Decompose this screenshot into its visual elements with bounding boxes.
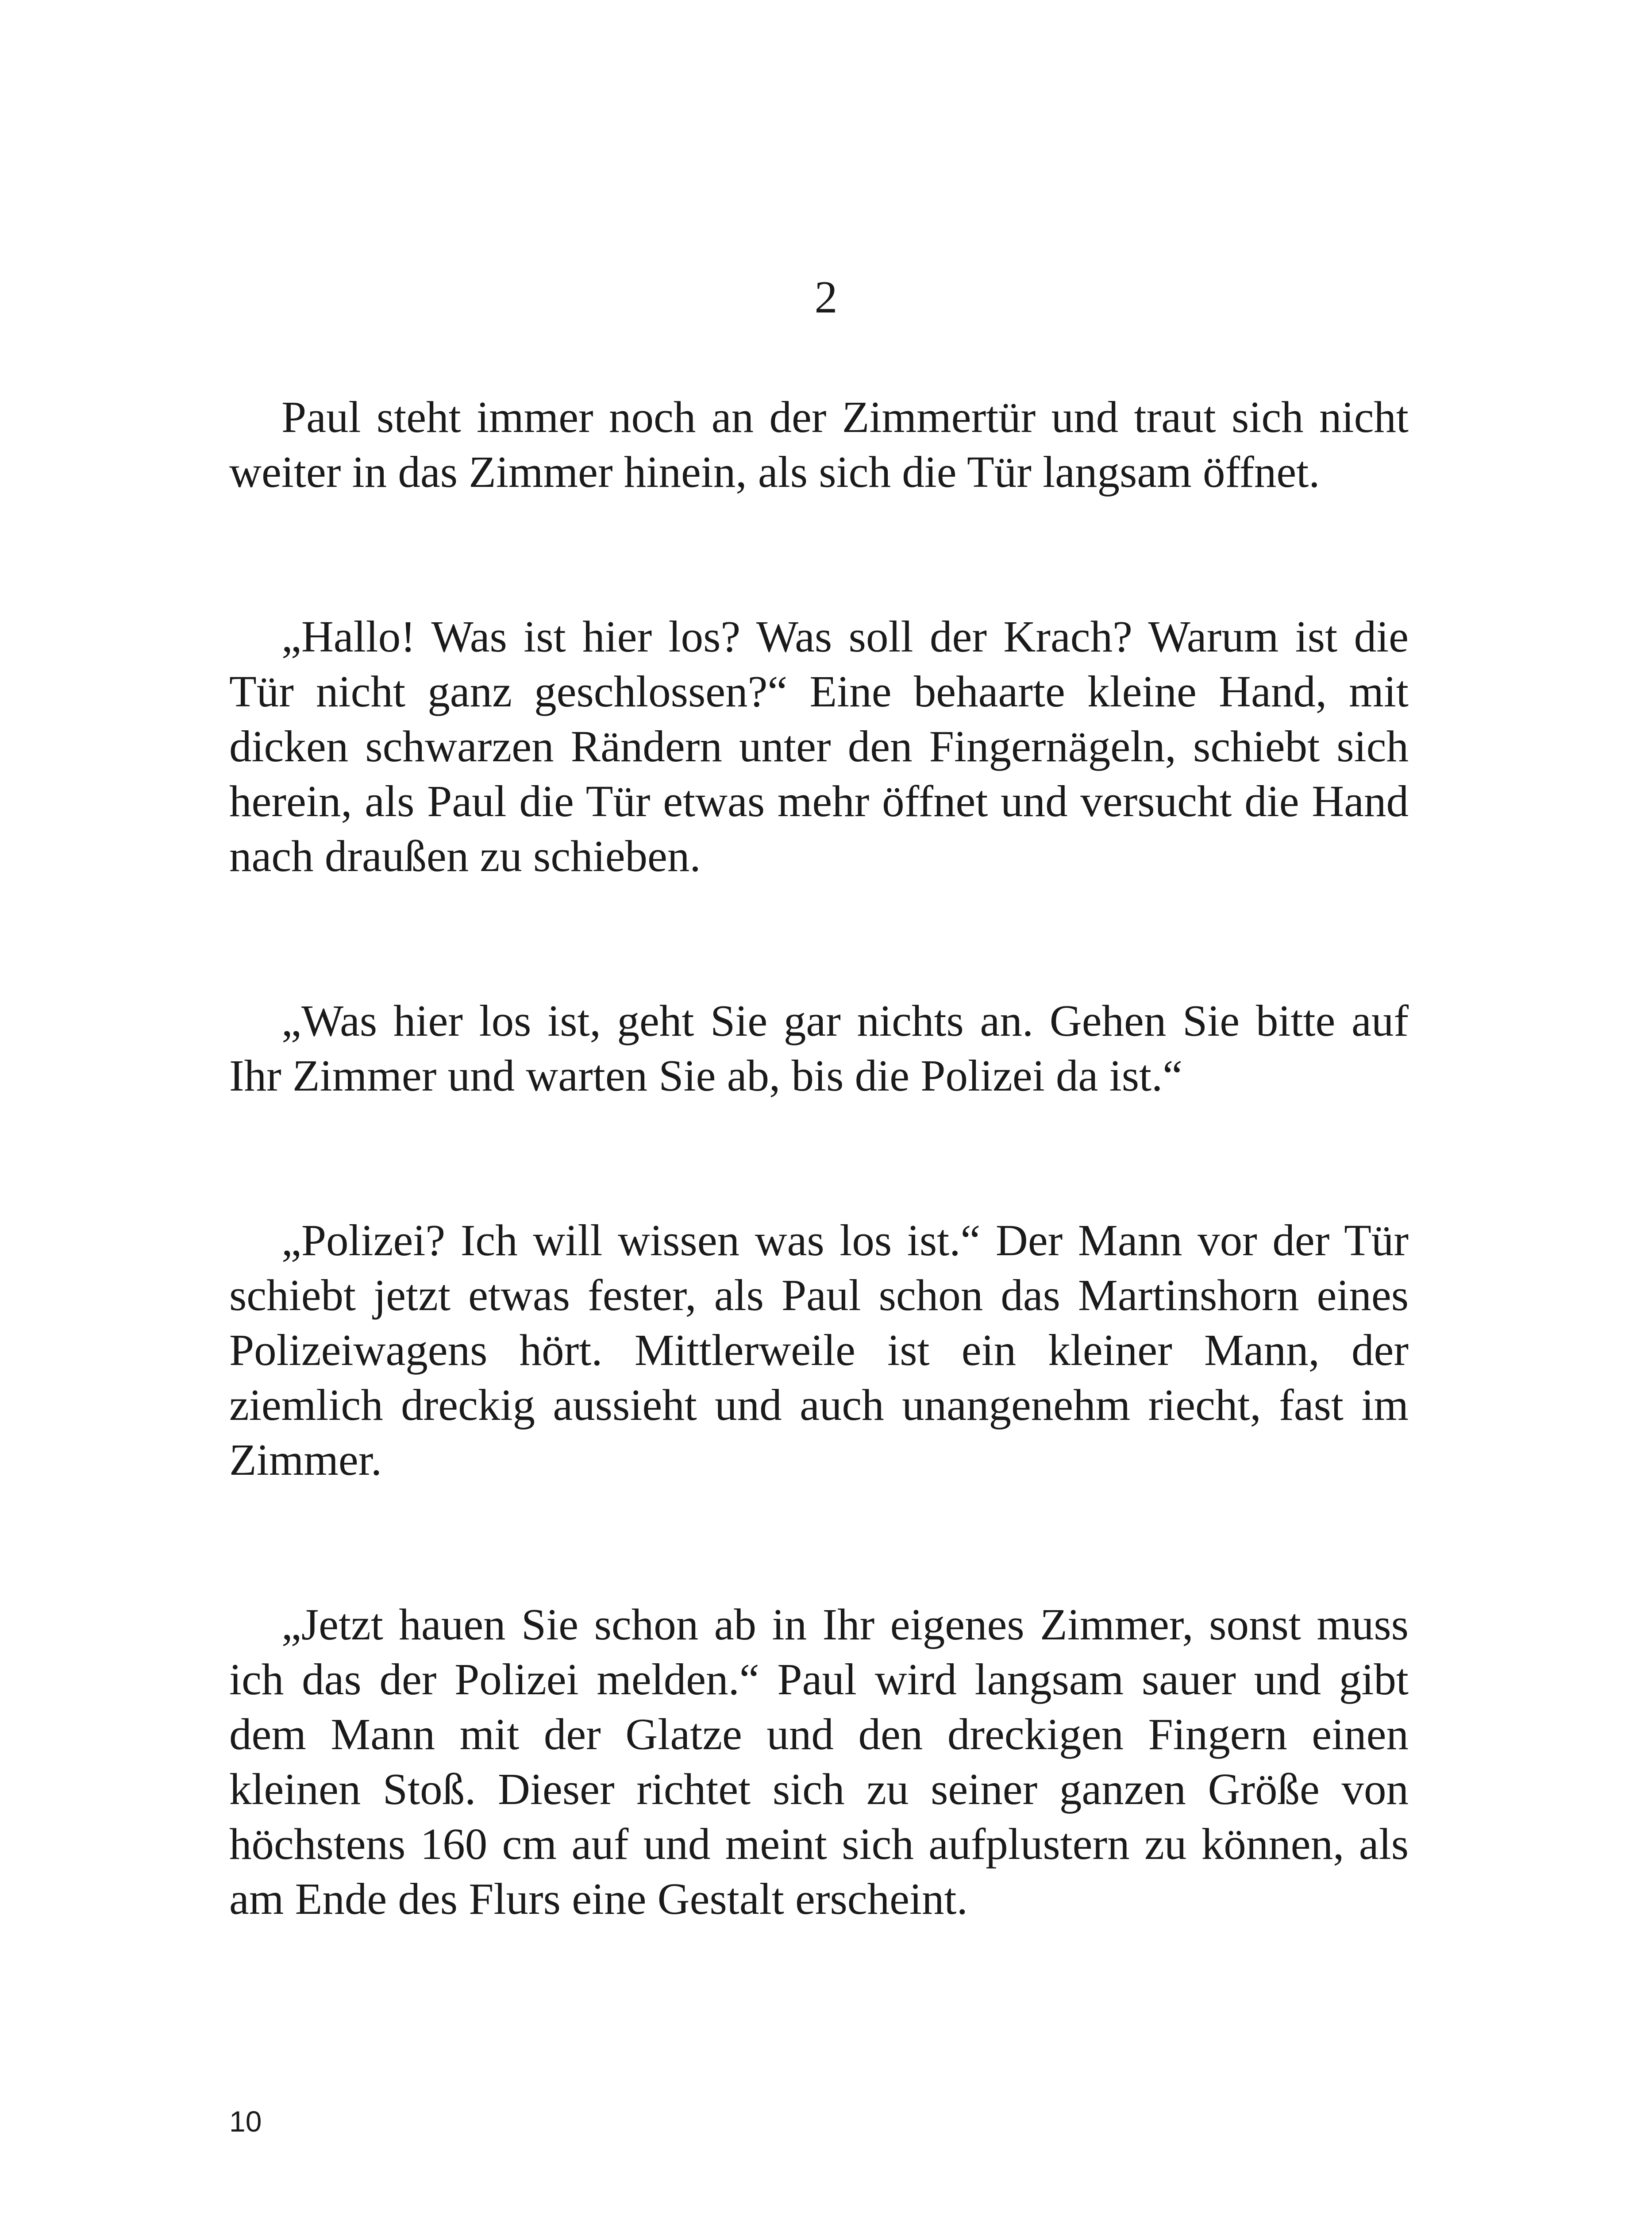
page-number: 10 <box>229 2105 262 2138</box>
paragraph: „Polizei? Ich will wissen was los ist.“ Der Mann vor der Tür schiebt jetzt etwas fester, als Paul schon das Martinshorn eines Polizeiwagens hört. Mittlerweile ist ein kleiner Mann, der ziemlich dreckig aussieht und auch unangenehm riecht, fast im Zimmer. <box>229 1215 1409 1484</box>
paragraph: „Hallo! Was ist hier los? Was soll der Krach? Warum ist die Tür nicht ganz geschlossen?“ Eine behaarte kleine Hand, mit dicken schwarzen Rändern unter den Fingernägeln, schiebt sich herein, als Paul die Tür etwas mehr öffnet und versucht die Hand nach draußen zu schieben. <box>229 612 1409 881</box>
paragraph: Paul steht immer noch an der Zimmertür und traut sich nicht weiter in das Zimmer hinein, als sich die Tür langsam öffnet. <box>229 392 1409 497</box>
chapter-number: 2 <box>814 272 838 323</box>
paragraph: „Was hier los ist, geht Sie gar nichts an. Gehen Sie bitte auf Ihr Zimmer und warten Sie ab, bis die Polizei da ist.“ <box>229 996 1409 1100</box>
paragraph: „Jetzt hauen Sie schon ab in Ihr eigenes Zimmer, sonst muss ich das der Polizei melden.“ Paul wird langsam sauer und gibt dem Mann mit der Glatze und den dreckigen Fingern einen kleinen Stoß. Dieser richtet sich zu seiner ganzen Größe von höchstens 160 cm auf und meint sich aufplustern zu können, als am Ende des Flurs eine Gestalt erscheint. <box>229 1600 1409 1924</box>
chapter-body <box>229 389 1409 1926</box>
